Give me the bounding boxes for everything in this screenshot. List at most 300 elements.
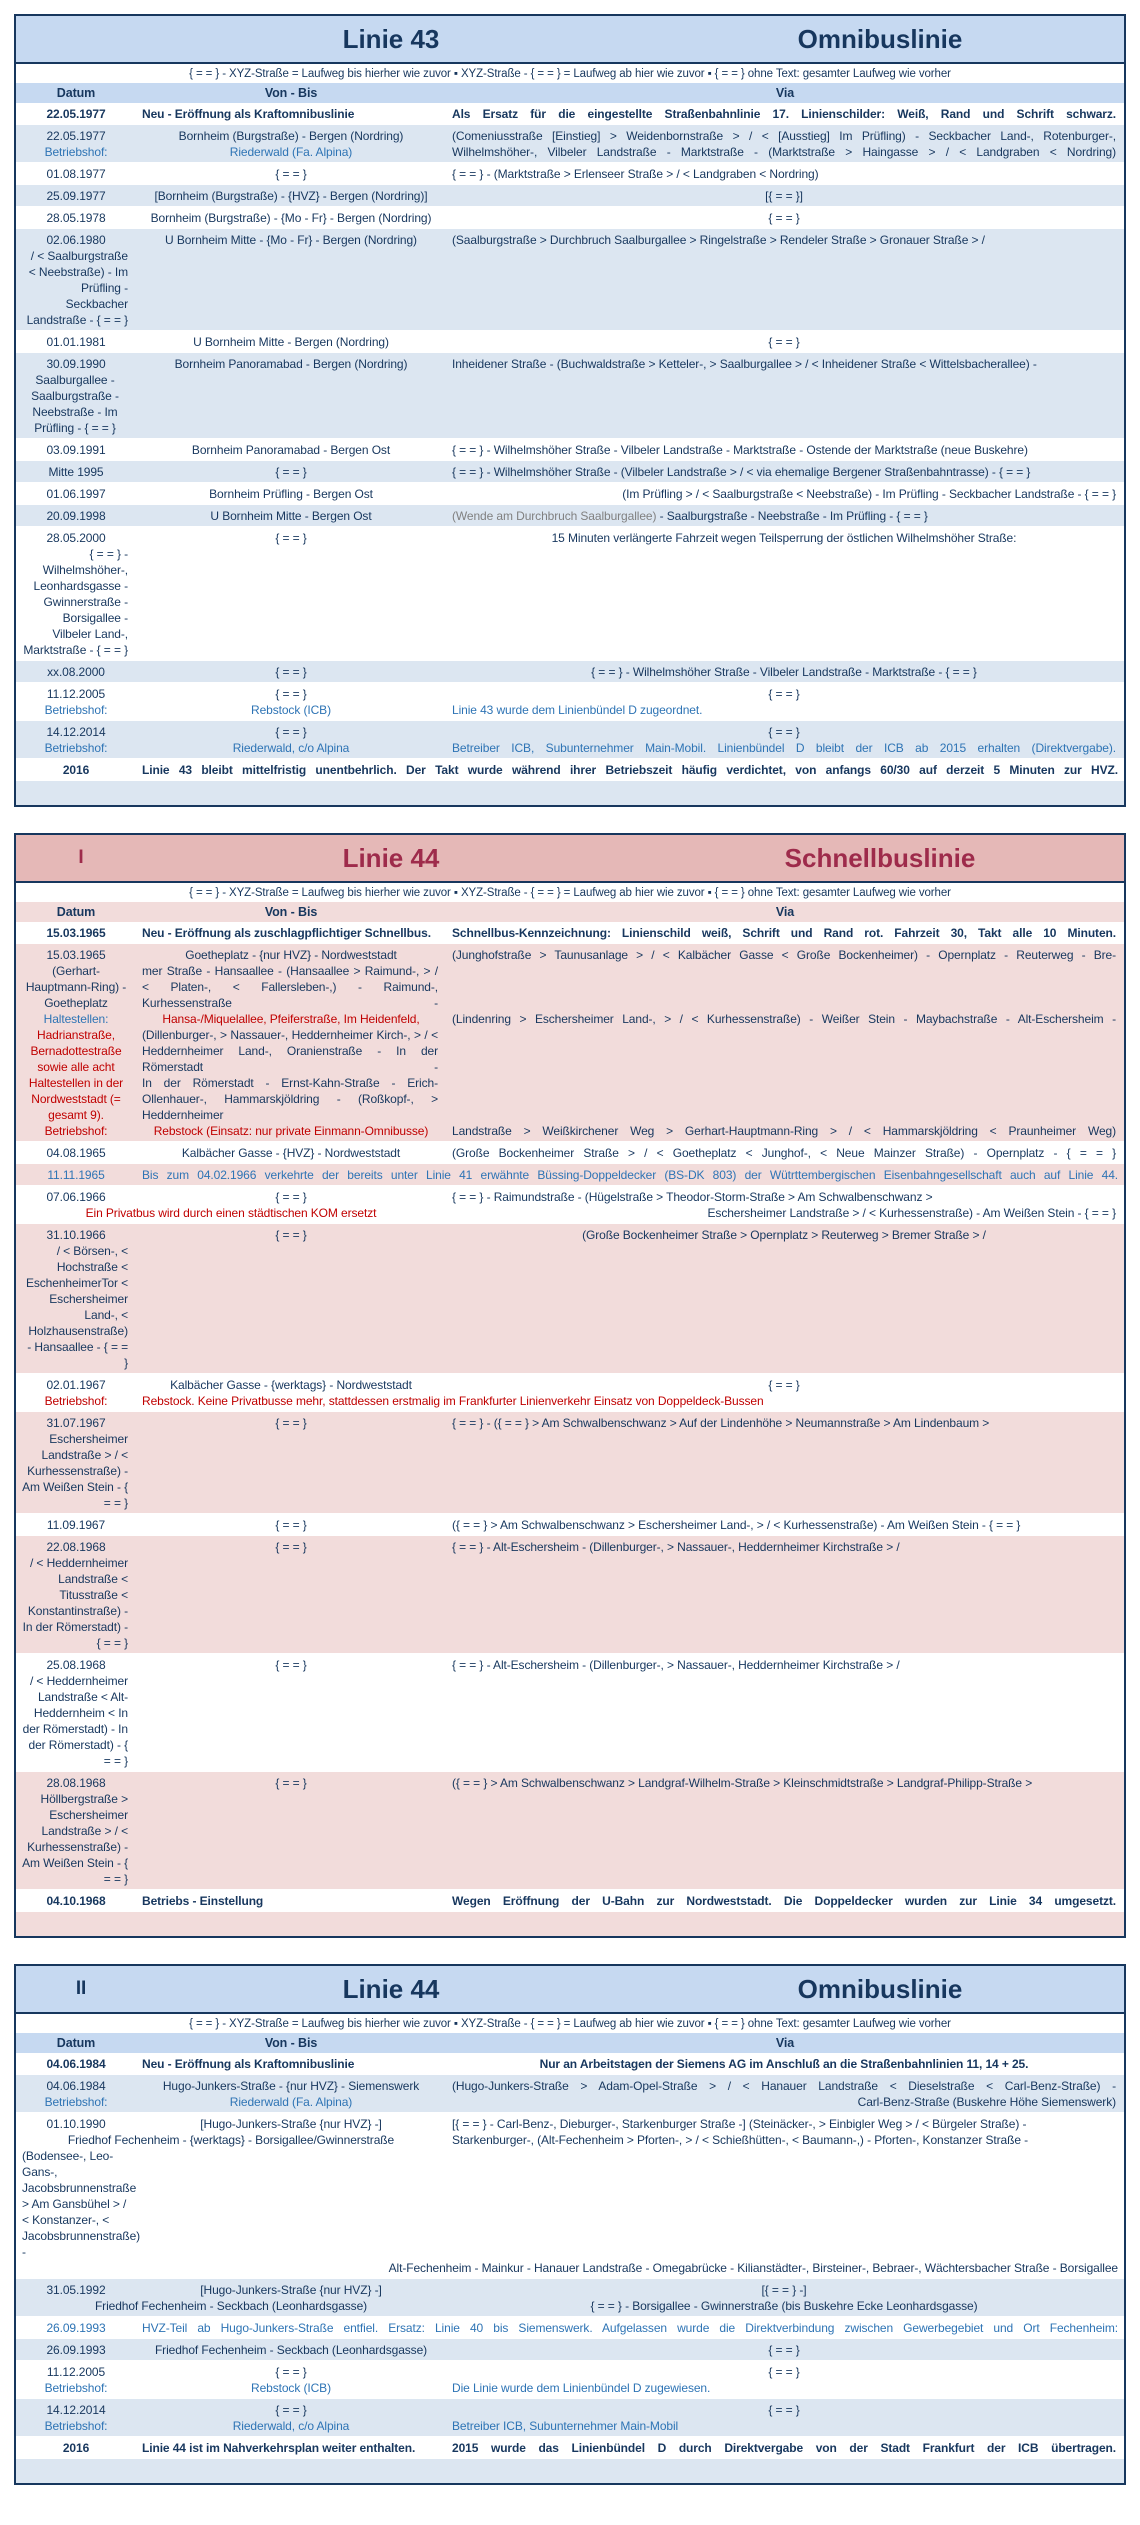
row-line (16, 762, 1124, 778)
date-cell: 28.05.1978 (46, 211, 106, 225)
row-line (16, 2298, 1124, 2314)
date-cell: xx.08.2000 (47, 665, 105, 679)
row-line (16, 1431, 1124, 1511)
row-line (16, 724, 1124, 740)
row-line (16, 1027, 1124, 1075)
table-row (16, 759, 1124, 781)
via-cell: (Dillenburger-, > Nassauer-, Heddernheimer Kirch-, > / < Heddernheimer Land-, Oranienstraße - In der Römerstadt - (142, 1028, 438, 1074)
via-cell: Höllbergstraße > Eschersheimer Landstraße > / < Kurhessenstraße) - Am Weißen Stein - { = = } (22, 1792, 128, 1886)
row-line (16, 356, 1124, 372)
von-bis-cell: { = = } (275, 1416, 307, 1430)
via-cell: { = = } - Wilhelmshöher-, Leonhardsgasse - Gwinnerstraße - Borsigallee - Vilbeler Land-, Marktstraße - { = = } (23, 547, 128, 657)
column-header-datum: Datum (56, 905, 96, 919)
via-cell: (Im Prüfling > / < Saalburgstraße < Neebstraße) - Im Prüfling - Seckbacher Landstraße - { = = } (622, 487, 1116, 501)
linie-44-omnibuslinie-table (14, 1964, 1126, 2485)
date-cell: Betriebshof: (44, 741, 108, 755)
row-line (16, 1227, 1124, 1243)
via-cell: 15 Minuten verlängerte Fahrzeit wegen Teilsperrung der östlichen Wilhelmshöher Straße: (551, 531, 1017, 545)
date-cell: 01.10.1990 (46, 2117, 106, 2131)
date-cell: 25.08.1968 (46, 1658, 106, 1672)
table-row (16, 2399, 1124, 2437)
table-row (16, 185, 1124, 207)
von-bis-cell: Hadrianstraße, Bernadottestraße sowie alle acht (30, 1028, 122, 1074)
table-rows (16, 2053, 1124, 2459)
table-rows (16, 922, 1124, 1912)
date-cell: 26.09.1993 (46, 2343, 106, 2357)
table-row (16, 461, 1124, 483)
via-cell: { = = } - Wilhelmshöher Straße - Vilbeler Landstraße - Marktstraße - Ostende der Marktstraße (neue Buskehre) (452, 443, 1028, 457)
row-line (16, 1673, 1124, 1769)
row-line (16, 128, 1124, 144)
via-cell: (Junghofstraße > Taunusanlage > / < Kalbächer Gasse < Große Bockenheimer) - Opernplatz - Reuterweg - Bre- (452, 948, 1116, 962)
table-subtitle: Schnellbuslinie (784, 842, 976, 873)
column-header-via: Via (775, 86, 795, 100)
spanning-cell: Ein Privatbus wird durch einen städtischen KOM ersetzt (85, 1206, 377, 1220)
table-row (16, 1164, 1124, 1186)
text-segment: - Saalburgstraße - Neebstraße - Im Prüfling - { = = } (656, 509, 928, 523)
row-line (16, 702, 1124, 718)
row-line (16, 1539, 1124, 1555)
von-bis-cell: { = = } (275, 1658, 307, 1672)
bus-line-history-document (14, 14, 1126, 2485)
row-line (16, 1415, 1124, 1431)
von-bis-cell: [Hugo-Junkers-Straße {nur HVZ} -] (200, 2117, 382, 2131)
date-cell: Betriebshof: (44, 703, 108, 717)
via-cell: { = = } (768, 335, 800, 349)
footer-band (16, 781, 1124, 805)
table-title: Linie 44 (342, 1973, 440, 2004)
via-cell: (Lindenring > Eschersheimer Land-, > / < Kurhessenstraße) - Weißer Stein - Maybachstraße - Alt-Eschersheim - (452, 1012, 1116, 1026)
von-bis-cell: Bornheim Panoramabad - Bergen Ost (191, 443, 391, 457)
table-row (16, 2317, 1124, 2339)
row-line (16, 530, 1124, 546)
via-cell: { = = } - Borsigallee - Gwinnerstraße (bis Buskehre Ecke Leonhardsgasse) (590, 2299, 978, 2313)
date-cell: Betriebshof: (44, 2095, 108, 2109)
von-bis-cell: { = = } (275, 1228, 307, 1242)
spanning-cell: HVZ-Teil ab Hugo-Junkers-Straße entfiel. Ersatz: Linie 40 bis Siemenswerk. Aufgelassen wurde die Direktverbindung zwischen Gewerbegebiet und Ort Fechenheim: (142, 2321, 1118, 2335)
row-line (16, 1517, 1124, 1533)
spanning-cell: Linie 43 bleibt mittelfristig unentbehrlich. Der Takt wurde während ihrer Betriebszeit häufig verdichtet, von anfangs 60/30 auf derzeit 5 Minuten zur HVZ. (142, 763, 1118, 777)
via-cell: Saalburgallee - Saalburgstraße - Neebstraße - Im Prüfling - { = = } (31, 373, 119, 435)
von-bis-cell: (Gerhart-Hauptmann-Ring) - Goetheplatz (25, 964, 127, 1010)
table-row (16, 483, 1124, 505)
von-bis-cell: { = = } (275, 1518, 307, 1532)
date-cell: 04.06.1984 (46, 2057, 106, 2071)
via-cell: (Große Bockenheimer Straße > / < Goetheplatz < Junghof-, < Neue Mainzer Straße) - Opernplatz - { = = } (452, 1146, 1116, 1160)
row-line (16, 1167, 1124, 1183)
row-line (16, 2148, 1124, 2260)
von-bis-cell: { = = } (275, 531, 307, 545)
date-cell: 22.05.1977 (46, 107, 106, 121)
row-line (16, 1011, 1124, 1027)
legend-row: { = = } - XYZ-Straße = Laufweg bis hierher wie zuvor ▪ XYZ-Straße - { = = } = Laufweg ab hier wie zuvor ▪ { = = } ohne Text: gesamter Laufweg wie vorher (16, 64, 1124, 83)
via-cell: { = = } - Wilhelmshöher Straße - Vilbeler Landstraße - Marktstraße - { = = } (591, 665, 977, 679)
von-bis-cell: Rebstock (ICB) (251, 703, 331, 717)
von-bis-cell: [Bornheim (Burgstraße) - {HVZ} - Bergen (Nordring)] (154, 189, 428, 203)
via-cell: [{ = = } - Carl-Benz-, Dieburger-, Starkenburger Straße -] (Steinäcker-, > Einbigler Weg > / < Bürgeler Straße) - (452, 2117, 1027, 2131)
table-row (16, 331, 1124, 353)
row-line (16, 1791, 1124, 1887)
via-cell: { = = } (768, 687, 800, 701)
table-title-band (16, 835, 1124, 883)
column-header-datum: Datum (56, 86, 96, 100)
via-cell: / < Saalburgstraße < Neebstraße) - Im Prüfling - Seckbacher Landstraße - { = = } (26, 249, 128, 327)
von-bis-cell: { = = } (275, 1190, 307, 1204)
von-bis-cell: Bornheim (Burgstraße) - {Mo - Fr} - Bergen (Nordring) (150, 211, 432, 225)
date-cell: 15.03.1965 (46, 926, 106, 940)
table-row (16, 2053, 1124, 2075)
row-line (16, 1243, 1124, 1371)
row-line (16, 188, 1124, 204)
via-cell: (Große Bockenheimer Straße > Opernplatz > Reuterweg > Bremer Straße > / (582, 1228, 986, 1242)
table-row (16, 922, 1124, 944)
via-cell: mer Straße - Hansaallee - (Hansaallee > Raimund-, > / < Platen-, < Fallersleben-,) - Raimund-, Kurhessenstraße - (142, 964, 438, 1010)
row-line (16, 2078, 1124, 2094)
row-line (16, 664, 1124, 680)
table-row (16, 2113, 1124, 2279)
row-line (16, 1189, 1124, 1205)
von-bis-cell: { = = } (275, 725, 307, 739)
table-row (16, 2339, 1124, 2361)
date-cell: Betriebshof: (44, 2381, 108, 2395)
spanning-cell: Friedhof Fechenheim - Seckbach (Leonhardsgasse) (94, 2299, 368, 2313)
date-cell: 14.12.2014 (46, 2403, 106, 2417)
date-cell: Mitte 1995 (48, 465, 104, 479)
via-cell: { = = } - Alt-Eschersheim - (Dillenburger-, > Nassauer-, Heddernheimer Kirchstraße > / (452, 1540, 900, 1554)
row-line (16, 2440, 1124, 2456)
date-cell: Betriebshof: (44, 1394, 108, 1408)
via-cell: 2015 wurde das Linienbündel D durch Direktvergabe von der Stadt Frankfurt der ICB übertragen. (452, 2441, 1116, 2455)
row-line (16, 1145, 1124, 1161)
row-line (16, 1123, 1124, 1139)
date-cell: 25.09.1977 (46, 189, 106, 203)
legend-row: { = = } - XYZ-Straße = Laufweg bis hierher wie zuvor ▪ XYZ-Straße - { = = } = Laufweg ab hier wie zuvor ▪ { = = } ohne Text: gesamter Laufweg wie vorher (16, 2014, 1124, 2033)
via-cell: Landstraße > Weißkirchener Weg > Gerhart-Hauptmann-Ring > / < Hammarskjöldring < Praunheimer Weg) (452, 1124, 1116, 1138)
von-bis-cell: U Bornheim Mitte - Bergen Ost (210, 509, 372, 523)
von-bis-cell: Rebstock (Einsatz: nur private Einmann-Omnibusse) (153, 1124, 429, 1138)
date-cell: 02.01.1967 (46, 1378, 106, 1392)
row-line (16, 947, 1124, 963)
date-cell: 11.11.1965 (47, 1168, 105, 1182)
row-line (16, 166, 1124, 182)
row-line (16, 486, 1124, 502)
table-row (16, 2279, 1124, 2317)
table-row (16, 353, 1124, 439)
von-bis-cell: { = = } (275, 465, 307, 479)
von-bis-cell: Kalbächer Gasse - {werktags} - Nordweststadt (170, 1378, 412, 1392)
table-row (16, 1514, 1124, 1536)
date-cell: 01.08.1977 (46, 167, 106, 181)
linie-44-schnellbuslinie-table (14, 833, 1126, 1938)
table-title-band (16, 16, 1124, 64)
date-cell: Betriebshof: (44, 2419, 108, 2433)
von-bis-cell: Goetheplatz - {nur HVZ} - Nordweststadt (185, 948, 397, 962)
table-row (16, 721, 1124, 759)
row-line (16, 2132, 1124, 2148)
via-cell: Betreiber ICB, Subunternehmer Main-Mobil. Linienbündel D bleibt der ICB ab 2015 erhalten (Direktvergabe). (452, 741, 1116, 755)
footer-band (16, 1912, 1124, 1936)
von-bis-cell: Linie 44 ist im Nahverkehrsplan weiter enthalten. (142, 2441, 416, 2455)
von-bis-cell: Neu - Eröffnung als Kraftomnibuslinie (142, 2057, 355, 2071)
date-cell: 04.10.1968 (46, 1894, 106, 1908)
table-row (16, 439, 1124, 461)
von-bis-cell: Bornheim Panoramabad - Bergen (Nordring) (174, 357, 408, 371)
table-marker: I (78, 847, 84, 868)
row-line (16, 508, 1124, 524)
column-header-von-bis: Von - Bis (264, 905, 318, 919)
table-row (16, 207, 1124, 229)
row-line (16, 1075, 1124, 1123)
table-row (16, 527, 1124, 661)
column-header-von-bis: Von - Bis (264, 2036, 318, 2050)
date-cell: 31.07.1967 (46, 1416, 106, 1430)
table-row (16, 1654, 1124, 1772)
von-bis-cell: Riederwald (Fa. Alpina) (229, 2095, 353, 2109)
date-cell: 11.12.2005 (46, 687, 106, 701)
via-cell: [{ = = }] (765, 189, 803, 203)
date-cell: 15.03.1965 (46, 948, 106, 962)
via-cell: { = = } - (Marktstraße > Erlenseer Straße > / < Landgraben < Nordring) (452, 167, 819, 181)
via-cell: Die Linie wurde dem Linienbündel D zugewiesen. (452, 2381, 711, 2395)
date-cell: 11.12.2005 (46, 2365, 106, 2379)
via-cell: Inheidener Straße - (Buchwaldstraße > Ketteler-, > Saalburgallee > / < Inheidener Straße < Wittelsbacherallee) - (452, 357, 1037, 371)
row-line (16, 1377, 1124, 1393)
table-row (16, 2075, 1124, 2113)
via-cell: (Saalburgstraße > Durchbruch Saalburgallee > Ringelstraße > Rendeler Straße > Gronauer Straße > / (452, 233, 985, 247)
date-cell: 31.05.1992 (46, 2283, 106, 2297)
date-cell: 26.09.1993 (46, 2321, 106, 2335)
row-line (16, 106, 1124, 122)
via-cell: Wilhelmshöher-, Vilbeler Landstraße - Marktstraße - (Marktstraße > Haingasse > / < Landgraben < Nordring) (452, 145, 1116, 159)
table-row (16, 1374, 1124, 1412)
von-bis-cell: Rebstock (ICB) (251, 2381, 331, 2395)
table-row (16, 1772, 1124, 1890)
von-bis-cell: Riederwald, c/o Alpina (232, 741, 350, 755)
von-bis-cell: Neu - Eröffnung als zuschlagpflichtiger Schnellbus. (142, 926, 431, 940)
table-row (16, 1224, 1124, 1374)
date-cell: 22.05.1977 (46, 129, 106, 143)
via-cell: { = = } - Raimundstraße - (Hügelstraße > Theodor-Storm-Straße > Am Schwalbenschwanz > (452, 1190, 933, 1204)
via-cell: Starkenburger-, (Alt-Fechenheim > Pforten-, > / < Schießhütten-, < Baumann-,) - Pforten-, Konstanzer Straße - (452, 2133, 1029, 2147)
via-cell: Schnellbus-Kennzeichnung: Linienschild weiß, Schrift und Rand rot. Fahrzeit 30, Takt alle 10 Minuten. (452, 926, 1116, 940)
table-row (16, 2361, 1124, 2399)
row-line (16, 334, 1124, 350)
row-line (16, 1775, 1124, 1791)
via-cell: { = = } (768, 211, 800, 225)
row-line (16, 2320, 1124, 2336)
via-cell: (Bodensee-, Leo-Gans-, Jacobsbrunnenstraße > Am Gansbühel > / < Konstanzer-, < Jacobsbrunnenstraße) - (22, 2149, 141, 2259)
row-line (16, 2056, 1124, 2072)
table-row (16, 1142, 1124, 1164)
table-row (16, 944, 1124, 1142)
column-header-datum: Datum (56, 2036, 96, 2050)
table-rows (16, 103, 1124, 781)
von-bis-cell: [Hugo-Junkers-Straße {nur HVZ} -] (200, 2283, 382, 2297)
row-line (16, 442, 1124, 458)
table-row (16, 1890, 1124, 1912)
von-bis-cell: Haltestellen in der Nordweststadt (= gesamt 9). (28, 1076, 124, 1122)
row-line (16, 464, 1124, 480)
column-header-row (16, 83, 1124, 103)
row-line (16, 740, 1124, 756)
date-cell: 03.09.1991 (46, 443, 106, 457)
date-cell: 01.01.1981 (46, 335, 106, 349)
date-cell: 04.06.1984 (46, 2079, 106, 2093)
von-bis-cell: Riederwald (Fa. Alpina) (229, 145, 353, 159)
via-cell: Eschersheimer Landstraße > / < Kurhessenstraße) - Am Weißen Stein - { = = } (22, 1432, 128, 1510)
date-cell: 11.09.1967 (46, 1518, 106, 1532)
via-cell: { = = } - ({ = = } > Am Schwalbenschwanz > Auf der Lindenhöhe > Neumannstraße > Am Lindenbaum > (452, 1416, 990, 1430)
von-bis-cell: { = = } (275, 1540, 307, 1554)
date-cell: 02.06.1980 (46, 233, 106, 247)
column-header-von-bis: Von - Bis (264, 86, 318, 100)
row-line (16, 2364, 1124, 2380)
via-cell (446, 508, 1124, 524)
row-line (16, 144, 1124, 160)
row-line (16, 2342, 1124, 2358)
row-line (16, 1393, 1124, 1409)
via-cell: ({ = = } > Am Schwalbenschwanz > Landgraf-Wilhelm-Straße > Kleinschmidtstraße > Landgraf-Philipp-Straße > (452, 1776, 1033, 1790)
via-cell: (Hugo-Junkers-Straße > Adam-Opel-Straße > / < Hanauer Landstraße < Dieselstraße < Carl-Benz-Straße) - (452, 2079, 1116, 2093)
von-bis-cell: Riederwald, c/o Alpina (232, 2419, 350, 2433)
table-row (16, 661, 1124, 683)
via-cell: { = = } (768, 2403, 800, 2417)
von-bis-cell: Bornheim (Burgstraße) - Bergen (Nordring) (178, 129, 404, 143)
von-bis-cell: { = = } (275, 687, 307, 701)
von-bis-cell: { = = } (275, 1776, 307, 1790)
row-line (16, 372, 1124, 436)
via-cell: Eschersheimer Landstraße > / < Kurhessenstraße) - Am Weißen Stein - { = = } (707, 1206, 1116, 1220)
von-bis-cell: { = = } (275, 2403, 307, 2417)
via-cell: [{ = = } -] (761, 2283, 807, 2297)
spanning-cell: Alt-Fechenheim - Mainkur - Hanauer Landstraße - Omegabrücke - Kilianstädter-, Birsteiner-, Bebraer-, Wächtersbacher Straße - Borsigallee (388, 2261, 1118, 2275)
date-cell: 01.06.1997 (46, 487, 106, 501)
table-row (16, 1536, 1124, 1654)
von-bis-cell: Hugo-Junkers-Straße - {nur HVZ} - Siemenswerk (162, 2079, 420, 2093)
spanning-cell: Bis zum 04.02.1966 verkehrte der bereits unter Linie 41 erwähnte Büssing-Doppeldecker (BS-DK 803) der Wütrttembergischen Eisenbahngesellschaft auch auf Linie 44. (142, 1168, 1118, 1182)
table-row (16, 125, 1124, 163)
table-title: Linie 44 (342, 842, 440, 873)
table-row (16, 103, 1124, 125)
row-line (16, 2116, 1124, 2132)
von-bis-cell: { = = } (275, 665, 307, 679)
row-line (16, 686, 1124, 702)
row-line (16, 248, 1124, 328)
date-cell: Betriebshof: (44, 1124, 108, 1138)
table-row (16, 683, 1124, 721)
von-bis-cell: Hansa-/Miquelallee, Pfeiferstraße, Im Heidenfeld, (162, 1012, 420, 1026)
via-cell: { = = } (768, 2343, 800, 2357)
von-bis-cell: { = = } (275, 2365, 307, 2379)
via-cell: Nur an Arbeitstagen der Siemens AG im Anschluß an die Straßenbahnlinien 11, 14 + 25. (539, 2057, 1029, 2071)
von-bis-cell: Kalbächer Gasse - {HVZ} - Nordweststadt (181, 1146, 401, 1160)
spanning-cell: Friedhof Fechenheim - {werktags} - Borsigallee/Gwinnerstraße (67, 2133, 395, 2147)
date-cell: 28.05.2000 (46, 531, 106, 545)
table-title: Linie 43 (342, 23, 440, 54)
via-cell: Als Ersatz für die eingestellte Straßenbahnlinie 17. Linienschilder: Weiß, Rand und Schrift schwarz. (452, 107, 1116, 121)
von-bis-cell: U Bornheim Mitte - {Mo - Fr} - Bergen (Nordring) (165, 233, 417, 247)
via-cell: { = = } (768, 725, 800, 739)
table-row (16, 505, 1124, 527)
date-cell: 2016 (62, 2441, 90, 2455)
table-row (16, 229, 1124, 331)
legend-row: { = = } - XYZ-Straße = Laufweg bis hierher wie zuvor ▪ XYZ-Straße - { = = } = Laufweg ab hier wie zuvor ▪ { = = } ohne Text: gesamter Laufweg wie vorher (16, 883, 1124, 902)
date-cell: Betriebshof: (44, 145, 108, 159)
row-line (16, 546, 1124, 658)
column-header-row (16, 2033, 1124, 2053)
via-cell: { = = } - Alt-Eschersheim - (Dillenburger-, > Nassauer-, Heddernheimer Kirchstraße > / (452, 1658, 900, 1672)
row-line (16, 1657, 1124, 1673)
table-row (16, 163, 1124, 185)
linie-43-omnibuslinie-table (14, 14, 1126, 807)
row-line (16, 2260, 1124, 2276)
text-segment: (Wende am Durchbruch Saalburgallee) (452, 509, 657, 523)
von-bis-cell: Friedhof Fechenheim - Seckbach (Leonhardsgasse) (154, 2343, 428, 2357)
table-row (16, 1186, 1124, 1224)
column-header-via: Via (775, 905, 795, 919)
via-cell: { = = } - Wilhelmshöher Straße - (Vilbeler Landstraße > / < via ehemalige Bergener Straßenbahntrasse) - { = = } (452, 465, 1031, 479)
table-title-band (16, 1966, 1124, 2014)
date-cell: 04.08.1965 (46, 1146, 106, 1160)
table-marker: II (75, 1978, 87, 1999)
footer-band (16, 2459, 1124, 2483)
von-bis-cell: { = = } (275, 167, 307, 181)
row-line (16, 2418, 1124, 2434)
via-cell: / < Börsen-, < Hochstraße < EschenheimerTor < Eschersheimer Land-, < Holzhausenstraße) - Hansaallee - { = = } (25, 1244, 128, 1370)
via-cell: / < Heddernheimer Landstraße < Alt-Heddernheim < In der Römerstadt) - In der Römerstadt) - { = = } (22, 1674, 128, 1768)
row-line (16, 1893, 1124, 1909)
row-line (16, 2282, 1124, 2298)
via-cell: In der Römerstadt - Ernst-Kahn-Straße - Erich-Ollenhauer-, Hammarskjöldring - (Roßkopf-, > Heddernheimer (142, 1076, 438, 1122)
row-line (16, 1205, 1124, 1221)
column-header-row (16, 902, 1124, 922)
date-cell: 31.10.1966 (46, 1228, 106, 1242)
row-line (16, 2380, 1124, 2396)
row-line (16, 963, 1124, 1011)
date-cell: 14.12.2014 (46, 725, 106, 739)
via-cell: Betreiber ICB, Subunternehmer Main-Mobil (452, 2419, 679, 2433)
via-cell: / < Heddernheimer Landstraße < Titusstraße < Konstantinstraße) - In der Römerstadt) - { = = } (22, 1556, 128, 1650)
via-cell: { = = } (768, 2365, 800, 2379)
via-cell: ({ = = } > Am Schwalbenschwanz > Eschersheimer Land-, > / < Kurhessenstraße) - Am Weißen Stein - { = = } (452, 1518, 1021, 1532)
row-line (16, 2402, 1124, 2418)
table-row (16, 1412, 1124, 1514)
table-row (16, 2437, 1124, 2459)
table-subtitle: Omnibuslinie (797, 1973, 963, 2004)
date-cell: 20.09.1998 (46, 509, 106, 523)
row-line (16, 925, 1124, 941)
date-cell: 2016 (62, 763, 90, 777)
date-cell: 07.06.1966 (46, 1190, 106, 1204)
date-cell: 30.09.1990 (46, 357, 106, 371)
column-header-via: Via (775, 2036, 795, 2050)
via-cell: (Comeniusstraße [Einstieg] > Weidenbornstraße > / < [Ausstieg] Im Prüfling) - Seckbacher Land-, Rotenburger-, (452, 129, 1116, 143)
row-line (16, 232, 1124, 248)
row-line (16, 210, 1124, 226)
row-line (16, 2094, 1124, 2110)
von-bis-cell: Betriebs - Einstellung (142, 1894, 264, 1908)
date-cell: 28.08.1968 (46, 1776, 106, 1790)
via-cell: { = = } (768, 1378, 800, 1392)
row-line (16, 1555, 1124, 1651)
von-bis-cell: Neu - Eröffnung als Kraftomnibuslinie (142, 107, 355, 121)
von-bis-cell: Bornheim Prüfling - Bergen Ost (209, 487, 373, 501)
table-subtitle: Omnibuslinie (797, 23, 963, 54)
date-cell: Haltestellen: (43, 1012, 109, 1026)
via-cell: Wegen Eröffnung der U-Bahn zur Nordweststadt. Die Doppeldecker wurden zur Linie 34 umgesetzt. (452, 1894, 1116, 1908)
date-cell: 22.08.1968 (46, 1540, 106, 1554)
via-cell: Carl-Benz-Straße (Buskehre Höhe Siemenswerk) (857, 2095, 1116, 2109)
